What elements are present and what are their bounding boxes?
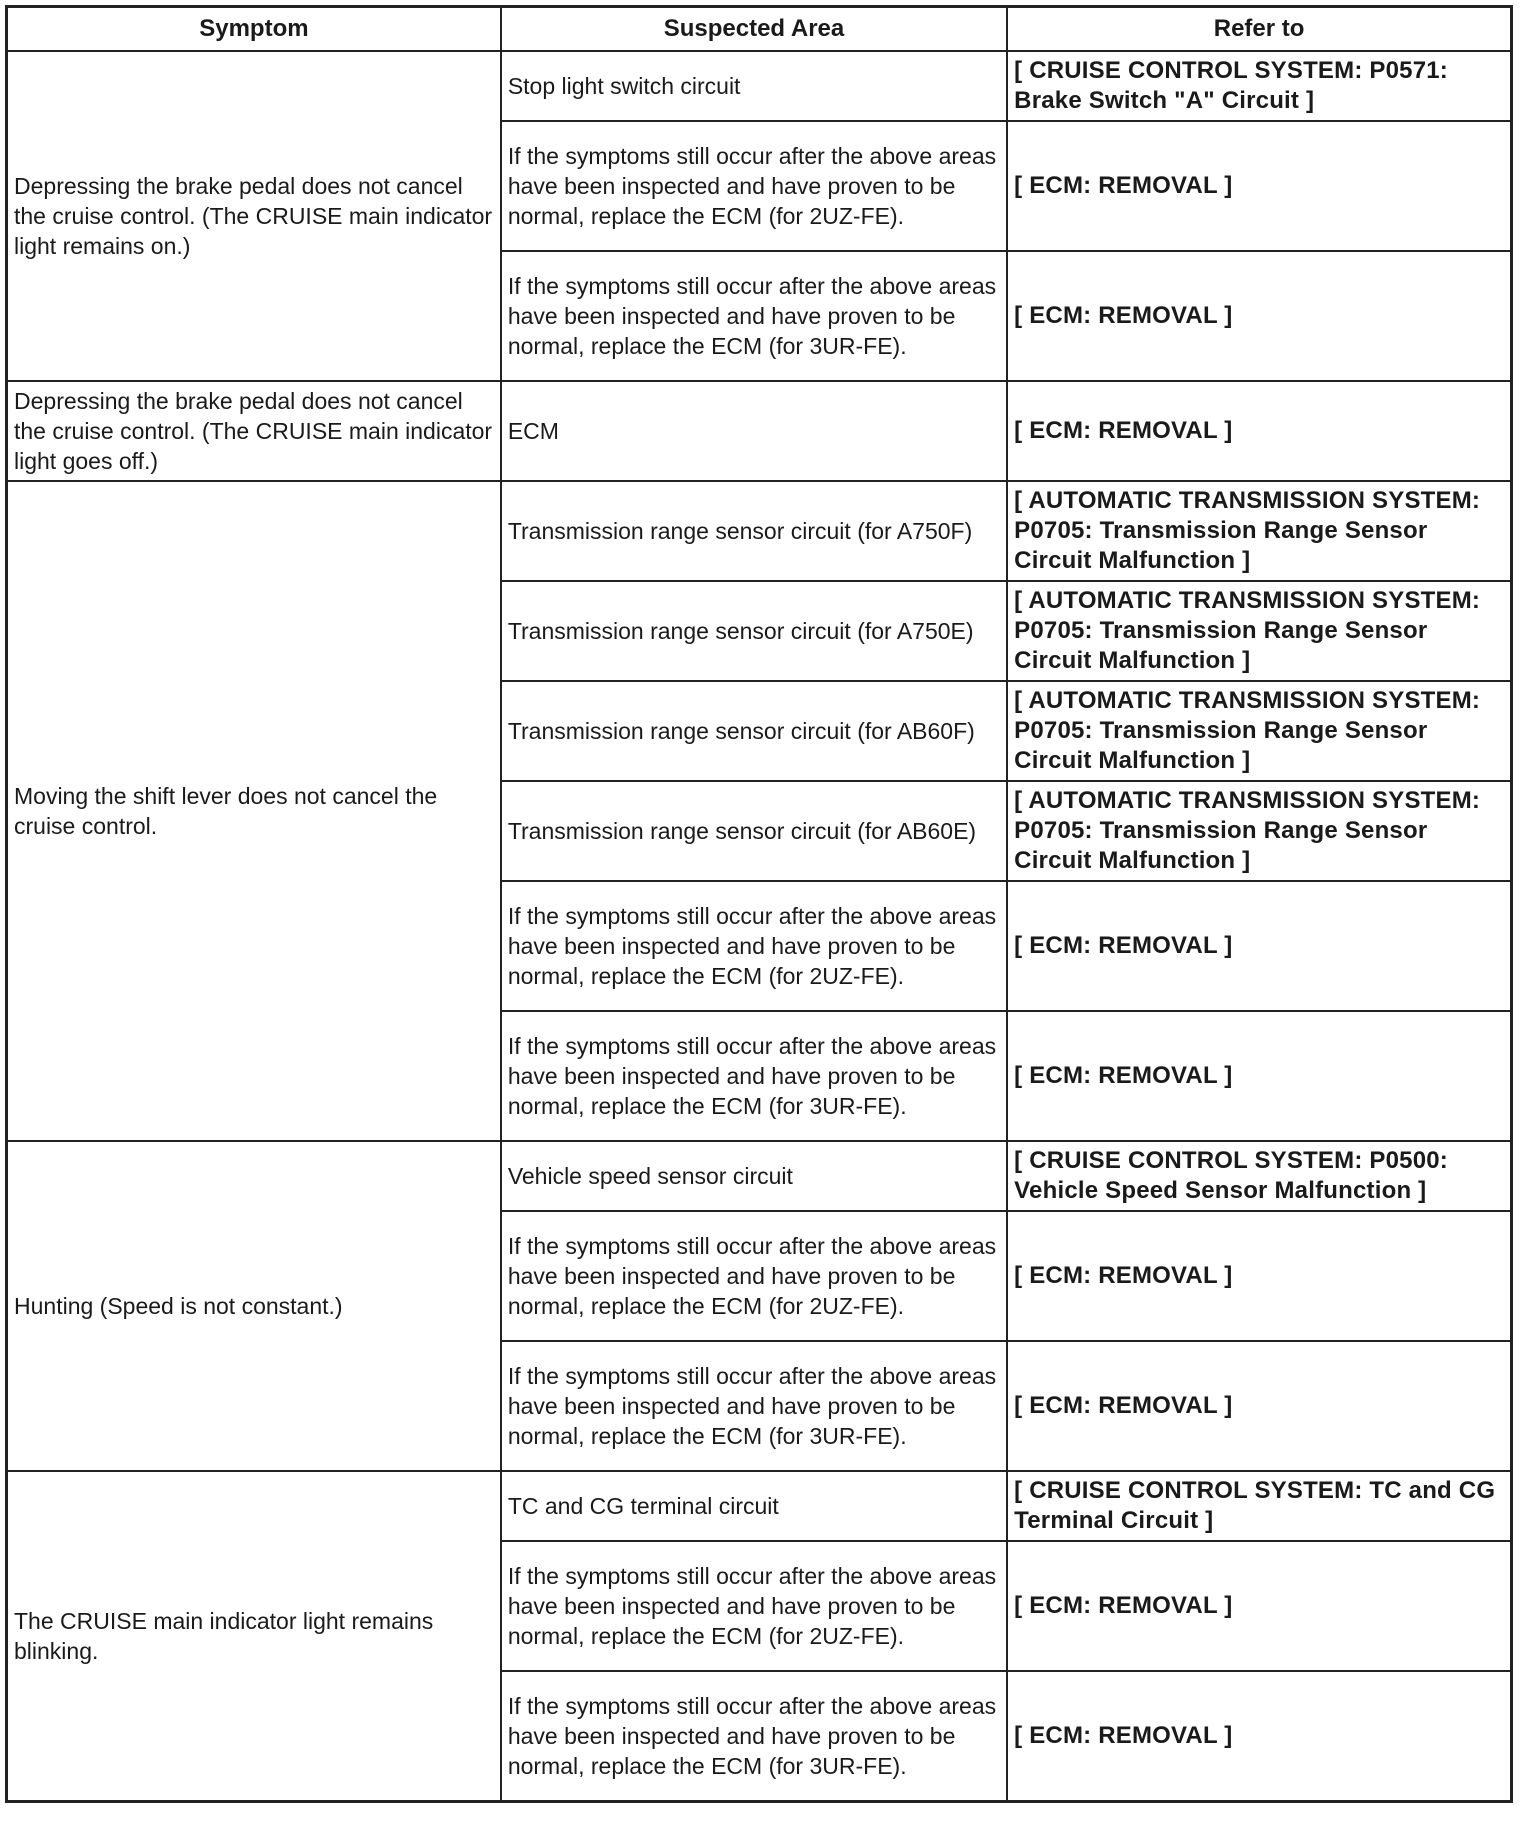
table-row: [7, 1471, 1512, 1541]
refer-to-link[interactable]: [ ECM: REMOVAL ]: [1007, 1671, 1511, 1802]
suspected-area-cell: If the symptoms still occur after the above areas have been inspected and have proven to be normal, replace the ECM (for 3UR-FE).: [501, 1671, 1007, 1802]
suspected-area-cell: If the symptoms still occur after the above areas have been inspected and have proven to be normal, replace the ECM (for 2UZ-FE).: [501, 1211, 1007, 1341]
refer-to-link[interactable]: [ AUTOMATIC TRANSMISSION SYSTEM: P0705: Transmission Range Sensor Circuit Malfunction ]: [1007, 481, 1511, 581]
symptom-cell: Hunting (Speed is not constant.): [7, 1141, 501, 1471]
table-row: [7, 381, 1512, 481]
header-symptom: Symptom: [7, 7, 501, 52]
suspected-area-cell: Transmission range sensor circuit (for AB60E): [501, 781, 1007, 881]
refer-to-link[interactable]: [ ECM: REMOVAL ]: [1007, 381, 1511, 481]
suspected-area-cell: If the symptoms still occur after the above areas have been inspected and have proven to be normal, replace the ECM (for 3UR-FE).: [501, 1011, 1007, 1141]
suspected-area-cell: If the symptoms still occur after the above areas have been inspected and have proven to be normal, replace the ECM (for 2UZ-FE).: [501, 881, 1007, 1011]
document-sheet: [5, 5, 1513, 1839]
suspected-area-cell: Stop light switch circuit: [501, 51, 1007, 121]
refer-to-link[interactable]: [ ECM: REMOVAL ]: [1007, 1341, 1511, 1471]
suspected-area-cell: If the symptoms still occur after the above areas have been inspected and have proven to be normal, replace the ECM (for 3UR-FE).: [501, 251, 1007, 381]
symptom-table: [5, 5, 1513, 1803]
refer-to-link[interactable]: [ ECM: REMOVAL ]: [1007, 1541, 1511, 1671]
refer-to-link[interactable]: [ AUTOMATIC TRANSMISSION SYSTEM: P0705: Transmission Range Sensor Circuit Malfunction ]: [1007, 681, 1511, 781]
suspected-area-cell: Transmission range sensor circuit (for A750E): [501, 581, 1007, 681]
suspected-area-cell: TC and CG terminal circuit: [501, 1471, 1007, 1541]
table-row: [7, 1141, 1512, 1211]
header-refer-to: Refer to: [1007, 7, 1511, 52]
refer-to-link[interactable]: [ CRUISE CONTROL SYSTEM: TC and CG Terminal Circuit ]: [1007, 1471, 1511, 1541]
symptom-cell: Depressing the brake pedal does not cancel the cruise control. (The CRUISE main indicator light remains on.): [7, 51, 501, 381]
table-row: [7, 51, 1512, 121]
refer-to-link[interactable]: [ ECM: REMOVAL ]: [1007, 121, 1511, 251]
refer-to-link[interactable]: [ CRUISE CONTROL SYSTEM: P0500: Vehicle Speed Sensor Malfunction ]: [1007, 1141, 1511, 1211]
header-row: [7, 7, 1512, 52]
suspected-area-cell: Transmission range sensor circuit (for A750F): [501, 481, 1007, 581]
table-row: [7, 481, 1512, 581]
refer-to-link[interactable]: [ AUTOMATIC TRANSMISSION SYSTEM: P0705: Transmission Range Sensor Circuit Malfunction ]: [1007, 781, 1511, 881]
suspected-area-cell: Transmission range sensor circuit (for AB60F): [501, 681, 1007, 781]
suspected-area-cell: ECM: [501, 381, 1007, 481]
symptom-cell: Depressing the brake pedal does not cancel the cruise control. (The CRUISE main indicator light goes off.): [7, 381, 501, 481]
refer-to-link[interactable]: [ ECM: REMOVAL ]: [1007, 251, 1511, 381]
header-suspected-area: Suspected Area: [501, 7, 1007, 52]
suspected-area-cell: If the symptoms still occur after the above areas have been inspected and have proven to be normal, replace the ECM (for 2UZ-FE).: [501, 1541, 1007, 1671]
suspected-area-cell: If the symptoms still occur after the above areas have been inspected and have proven to be normal, replace the ECM (for 2UZ-FE).: [501, 121, 1007, 251]
refer-to-link[interactable]: [ CRUISE CONTROL SYSTEM: P0571: Brake Switch "A" Circuit ]: [1007, 51, 1511, 121]
suspected-area-cell: Vehicle speed sensor circuit: [501, 1141, 1007, 1211]
symptom-cell: The CRUISE main indicator light remains blinking.: [7, 1471, 501, 1802]
refer-to-link[interactable]: [ AUTOMATIC TRANSMISSION SYSTEM: P0705: Transmission Range Sensor Circuit Malfunction ]: [1007, 581, 1511, 681]
refer-to-link[interactable]: [ ECM: REMOVAL ]: [1007, 881, 1511, 1011]
suspected-area-cell: If the symptoms still occur after the above areas have been inspected and have proven to be normal, replace the ECM (for 3UR-FE).: [501, 1341, 1007, 1471]
symptom-cell: Moving the shift lever does not cancel the cruise control.: [7, 481, 501, 1141]
refer-to-link[interactable]: [ ECM: REMOVAL ]: [1007, 1211, 1511, 1341]
refer-to-link[interactable]: [ ECM: REMOVAL ]: [1007, 1011, 1511, 1141]
